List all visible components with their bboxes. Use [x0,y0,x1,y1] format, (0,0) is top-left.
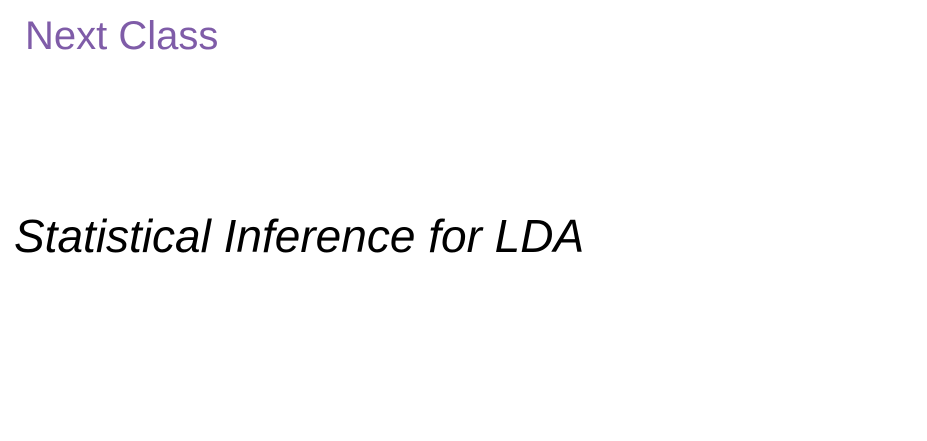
slide-title: Next Class [25,14,219,58]
slide-body-text: Statistical Inference for LDA [14,210,585,262]
